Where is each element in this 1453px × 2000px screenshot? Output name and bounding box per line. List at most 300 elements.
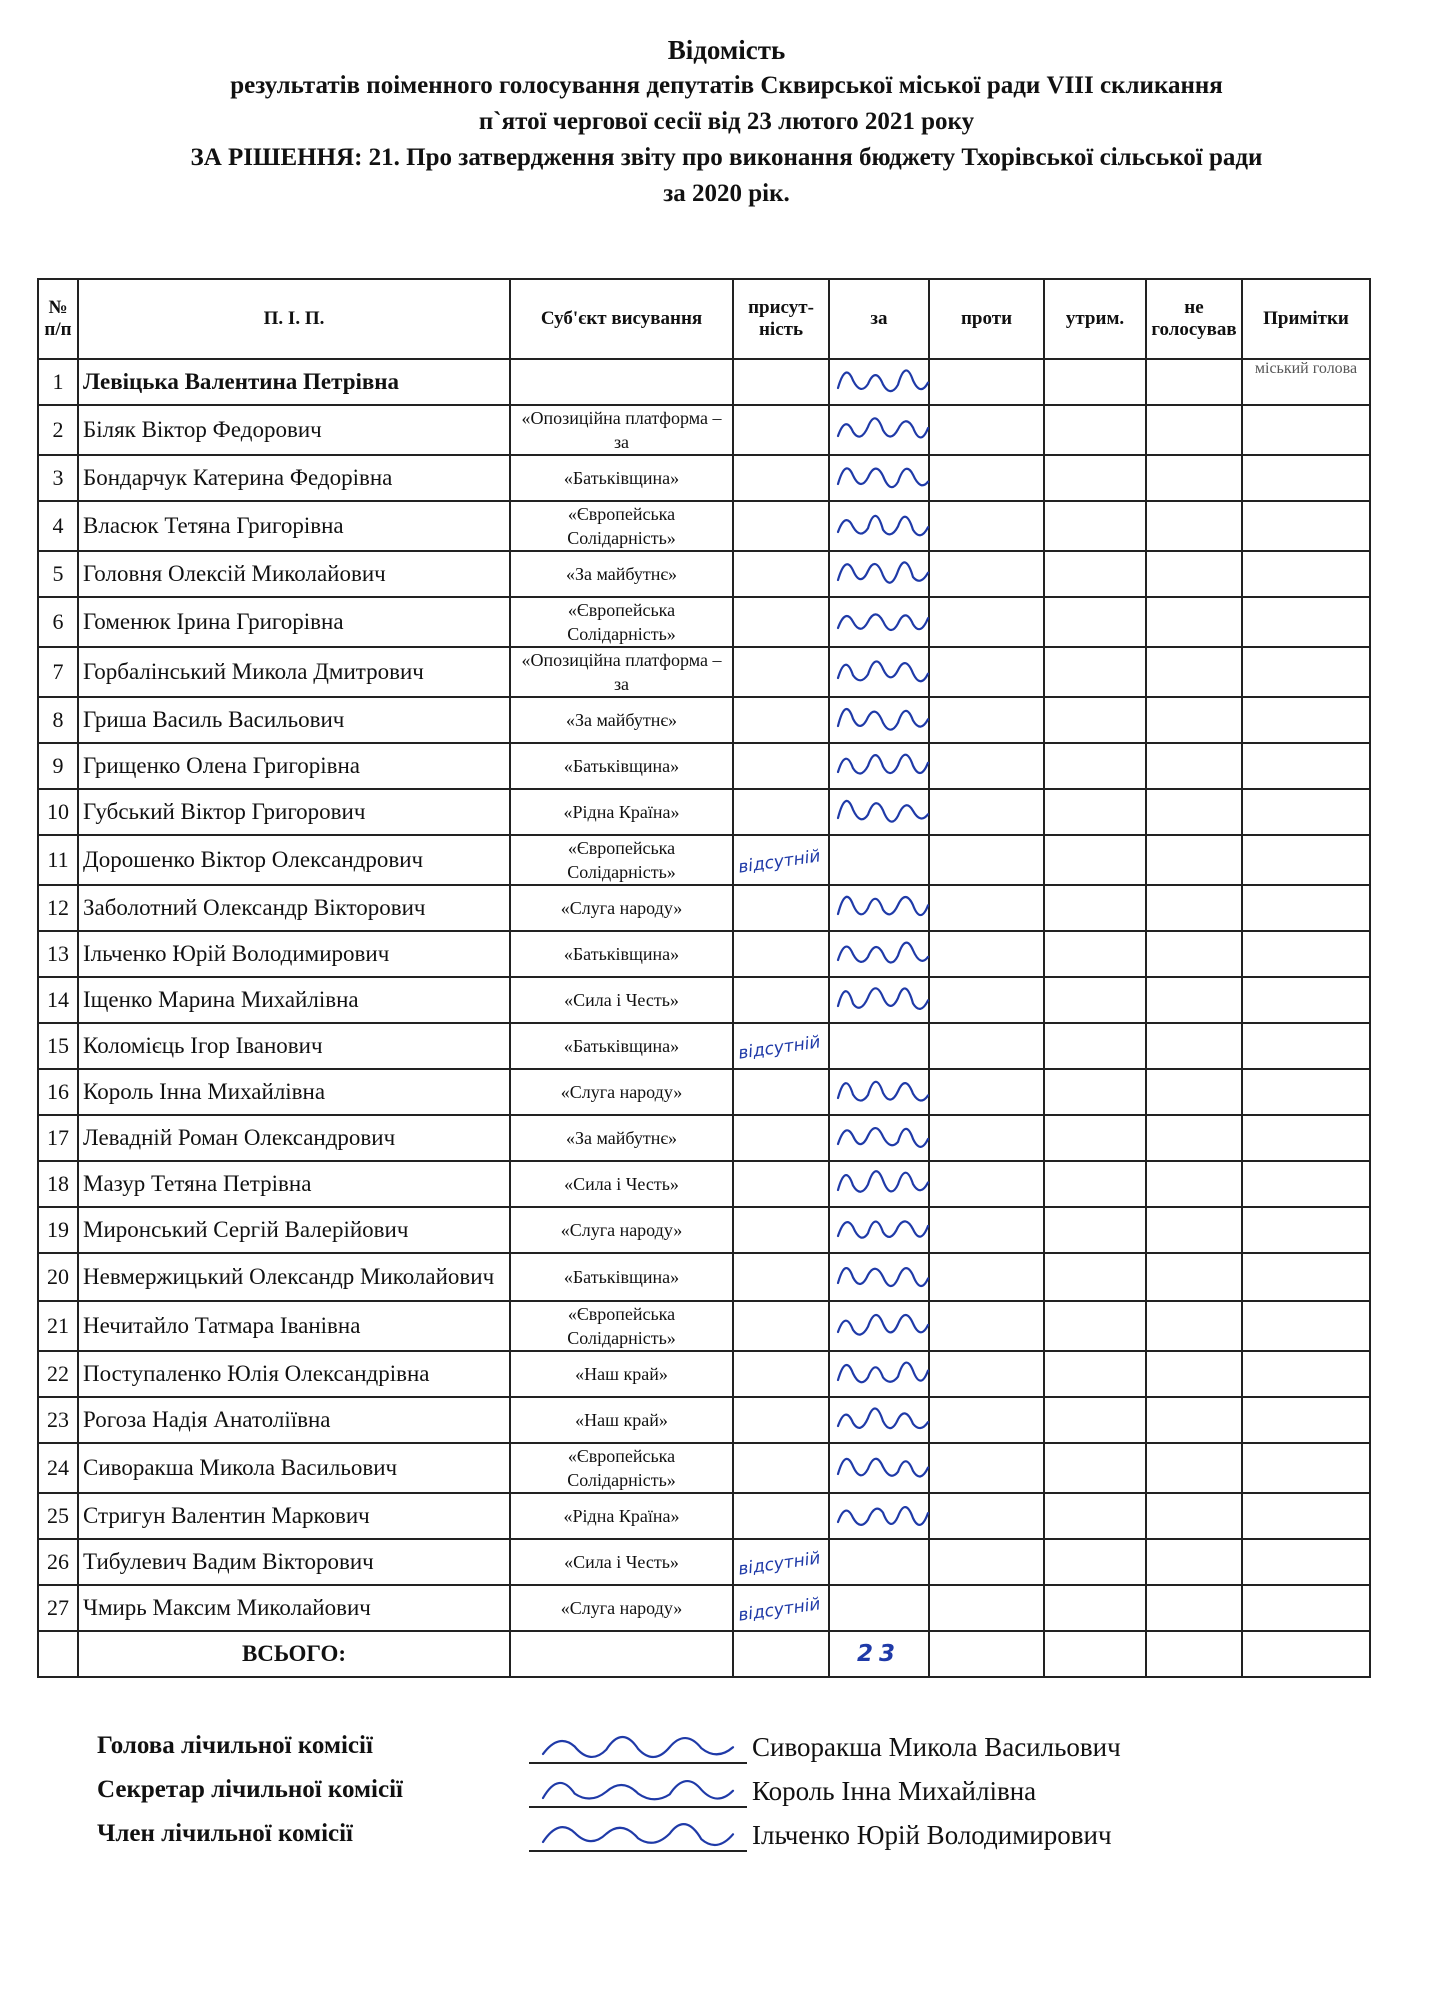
not-voted-cell — [1146, 597, 1242, 647]
vote-for-cell — [829, 359, 929, 405]
vote-against-cell — [929, 501, 1044, 551]
nominating-party: «Батьківщина» — [510, 1023, 733, 1069]
not-voted-cell — [1146, 455, 1242, 501]
vote-against-cell — [929, 977, 1044, 1023]
vote-abstain-cell — [1044, 743, 1146, 789]
presence-mark — [733, 501, 829, 551]
presence-mark — [733, 789, 829, 835]
decision-line2: за 2020 рік. — [663, 180, 790, 207]
vote-abstain-cell — [1044, 1161, 1146, 1207]
vote-for-cell — [829, 1253, 929, 1301]
nominating-party: «Батьківщина» — [510, 455, 733, 501]
table-row — [38, 1301, 1370, 1351]
note-cell — [1242, 931, 1370, 977]
note-cell — [1242, 977, 1370, 1023]
row-number: 9 — [38, 743, 78, 789]
total-party-empty — [510, 1631, 733, 1677]
vote-against-cell — [929, 597, 1044, 647]
table-row — [38, 977, 1370, 1023]
footer-person-secretary: Король Інна Михайлівна — [752, 1776, 1037, 1806]
vote-for-cell — [829, 1539, 929, 1585]
table-row — [38, 501, 1370, 551]
presence-mark — [733, 743, 829, 789]
vote-for-cell — [829, 1069, 929, 1115]
table-row — [38, 1161, 1370, 1207]
deputy-name: Тибулевич Вадим Вікторович — [78, 1539, 510, 1585]
row-number: 7 — [38, 647, 78, 697]
col-header-against: проти — [929, 279, 1044, 359]
vote-abstain-cell — [1044, 697, 1146, 743]
note-cell — [1242, 1443, 1370, 1493]
deputy-name: Нечитайло Татмара Іванівна — [78, 1301, 510, 1351]
vote-against-cell — [929, 1397, 1044, 1443]
table-row — [38, 405, 1370, 455]
deputy-name: Іщенко Марина Михайлівна — [78, 977, 510, 1023]
vote-for-cell — [829, 1161, 929, 1207]
vote-against-cell — [929, 1493, 1044, 1539]
vote-for-cell — [829, 1585, 929, 1631]
not-voted-cell — [1146, 1207, 1242, 1253]
presence-mark — [733, 1351, 829, 1397]
table-row — [38, 551, 1370, 597]
decision-line1: ЗА РІШЕННЯ: 21. Про затвердження звіту про виконання бюджету Тхорівської сільської ради — [190, 144, 1263, 171]
table-row — [38, 1493, 1370, 1539]
presence-mark — [733, 455, 829, 501]
vote-against-cell — [929, 697, 1044, 743]
total-notes-empty — [1242, 1631, 1370, 1677]
absent-handwritten-mark: відсутній — [737, 1548, 822, 1580]
deputy-name: Дорошенко Віктор Олександрович — [78, 835, 510, 885]
deputy-name: Левіцька Валентина Петрівна — [78, 359, 510, 405]
voting-table — [37, 278, 1371, 1678]
not-voted-cell — [1146, 1115, 1242, 1161]
row-number: 18 — [38, 1161, 78, 1207]
nominating-party: «Рідна Країна» — [510, 1493, 733, 1539]
deputy-name: Гоменюк Ірина Григорівна — [78, 597, 510, 647]
table-row — [38, 1253, 1370, 1301]
presence-mark — [733, 1023, 829, 1069]
vote-abstain-cell — [1044, 789, 1146, 835]
nominating-party: «Слуга народу» — [510, 1585, 733, 1631]
note-cell — [1242, 1069, 1370, 1115]
total-row — [38, 1631, 1370, 1677]
total-for-count: 23 — [829, 1631, 929, 1677]
deputy-name: Мазур Тетяна Петрівна — [78, 1161, 510, 1207]
vote-for-cell — [829, 501, 929, 551]
nominating-party: «Сила і Честь» — [510, 1161, 733, 1207]
table-row — [38, 1069, 1370, 1115]
not-voted-cell — [1146, 1397, 1242, 1443]
vote-for-cell — [829, 1023, 929, 1069]
vote-against-cell — [929, 1161, 1044, 1207]
note-cell — [1242, 1023, 1370, 1069]
vote-abstain-cell — [1044, 885, 1146, 931]
nominating-party: «Батьківщина» — [510, 1253, 733, 1301]
note-cell — [1242, 597, 1370, 647]
presence-mark — [733, 1585, 829, 1631]
not-voted-cell — [1146, 977, 1242, 1023]
vote-abstain-cell — [1044, 1069, 1146, 1115]
vote-abstain-cell — [1044, 359, 1146, 405]
table-row — [38, 455, 1370, 501]
col-header-present: присут-ність — [733, 279, 829, 359]
deputy-name: Гриша Василь Васильович — [78, 697, 510, 743]
vote-for-cell — [829, 1115, 929, 1161]
not-voted-cell — [1146, 835, 1242, 885]
presence-mark — [733, 835, 829, 885]
col-header-party: Суб'єкт висування — [510, 279, 733, 359]
presence-mark — [733, 1493, 829, 1539]
row-number: 21 — [38, 1301, 78, 1351]
vote-abstain-cell — [1044, 1585, 1146, 1631]
vote-for-cell — [829, 1397, 929, 1443]
not-voted-cell — [1146, 931, 1242, 977]
total-against-empty — [929, 1631, 1044, 1677]
vote-for-cell — [829, 647, 929, 697]
vote-against-cell — [929, 789, 1044, 835]
nominating-party: «Слуга народу» — [510, 885, 733, 931]
note-cell: міський голова — [1242, 359, 1370, 405]
absent-handwritten-mark: відсутній — [737, 1032, 822, 1064]
vote-abstain-cell — [1044, 977, 1146, 1023]
commission-footer — [97, 1732, 1297, 1864]
col-header-for: за — [829, 279, 929, 359]
signature-line — [529, 1850, 747, 1852]
nominating-party: «Слуга народу» — [510, 1207, 733, 1253]
deputy-name: Невмержицький Олександр Миколайович — [78, 1253, 510, 1301]
vote-abstain-cell — [1044, 835, 1146, 885]
vote-against-cell — [929, 931, 1044, 977]
note-cell — [1242, 455, 1370, 501]
not-voted-cell — [1146, 697, 1242, 743]
nominating-party — [510, 359, 733, 405]
note-cell — [1242, 501, 1370, 551]
deputy-name: Власюк Тетяна Григорівна — [78, 501, 510, 551]
col-header-notes: Примітки — [1242, 279, 1370, 359]
table-row — [38, 597, 1370, 647]
presence-mark — [733, 1397, 829, 1443]
nominating-party: «Наш край» — [510, 1351, 733, 1397]
presence-mark — [733, 1207, 829, 1253]
nominating-party: «Європейська Солідарність» — [510, 597, 733, 647]
total-label: ВСЬОГО: — [78, 1631, 510, 1677]
nominating-party: «Європейська Солідарність» — [510, 501, 733, 551]
deputy-name: Грищенко Олена Григорівна — [78, 743, 510, 789]
vote-abstain-cell — [1044, 551, 1146, 597]
vote-against-cell — [929, 835, 1044, 885]
table-row — [38, 1585, 1370, 1631]
vote-for-cell — [829, 835, 929, 885]
row-number: 24 — [38, 1443, 78, 1493]
total-present-empty — [733, 1631, 829, 1677]
not-voted-cell — [1146, 789, 1242, 835]
nominating-party: «Опозиційна платформа – за — [510, 647, 733, 697]
signature-line — [529, 1762, 747, 1764]
not-voted-cell — [1146, 551, 1242, 597]
nominating-party: «За майбутнє» — [510, 1115, 733, 1161]
table-row — [38, 1397, 1370, 1443]
row-number: 13 — [38, 931, 78, 977]
not-voted-cell — [1146, 647, 1242, 697]
note-cell — [1242, 743, 1370, 789]
presence-mark — [733, 551, 829, 597]
table-row — [38, 1351, 1370, 1397]
table-row — [38, 697, 1370, 743]
footer-role-chair: Голова лічильної комісії — [97, 1732, 373, 1759]
note-cell — [1242, 1253, 1370, 1301]
presence-mark — [733, 1253, 829, 1301]
vote-against-cell — [929, 1351, 1044, 1397]
col-header-name: П. І. П. — [78, 279, 510, 359]
footer-person-member: Ільченко Юрій Володимирович — [752, 1820, 1112, 1850]
table-row — [38, 1207, 1370, 1253]
deputy-name: Стригун Валентин Маркович — [78, 1493, 510, 1539]
not-voted-cell — [1146, 1253, 1242, 1301]
deputy-name: Чмирь Максим Миколайович — [78, 1585, 510, 1631]
vote-for-cell — [829, 1207, 929, 1253]
note-cell — [1242, 1493, 1370, 1539]
note-cell — [1242, 551, 1370, 597]
presence-mark — [733, 1443, 829, 1493]
vote-against-cell — [929, 1023, 1044, 1069]
not-voted-cell — [1146, 1023, 1242, 1069]
vote-against-cell — [929, 359, 1044, 405]
deputy-name: Головня Олексій Миколайович — [78, 551, 510, 597]
table-row — [38, 885, 1370, 931]
row-number: 11 — [38, 835, 78, 885]
nominating-party: «Рідна Країна» — [510, 789, 733, 835]
vote-abstain-cell — [1044, 1301, 1146, 1351]
row-number: 26 — [38, 1539, 78, 1585]
vote-for-cell — [829, 743, 929, 789]
note-cell — [1242, 1539, 1370, 1585]
note-cell — [1242, 789, 1370, 835]
vote-for-cell — [829, 885, 929, 931]
vote-for-cell — [829, 405, 929, 455]
table-header-row — [38, 279, 1370, 359]
vote-abstain-cell — [1044, 455, 1146, 501]
row-number: 25 — [38, 1493, 78, 1539]
vote-for-cell — [829, 1301, 929, 1351]
note-cell — [1242, 697, 1370, 743]
not-voted-cell — [1146, 1443, 1242, 1493]
vote-against-cell — [929, 1301, 1044, 1351]
nominating-party: «Наш край» — [510, 1397, 733, 1443]
note-cell — [1242, 1301, 1370, 1351]
vote-abstain-cell — [1044, 501, 1146, 551]
document-subtitle-line2: п`ятої чергової сесії від 23 лютого 2021 року — [478, 108, 975, 135]
vote-for-cell — [829, 789, 929, 835]
nominating-party: «За майбутнє» — [510, 551, 733, 597]
table-row — [38, 789, 1370, 835]
row-number: 16 — [38, 1069, 78, 1115]
deputy-name: Поступаленко Юлія Олександрівна — [78, 1351, 510, 1397]
not-voted-cell — [1146, 405, 1242, 455]
deputy-name: Ільченко Юрій Володимирович — [78, 931, 510, 977]
vote-abstain-cell — [1044, 1539, 1146, 1585]
vote-against-cell — [929, 1539, 1044, 1585]
vote-for-cell — [829, 1351, 929, 1397]
nominating-party: «Слуга народу» — [510, 1069, 733, 1115]
nominating-party: «За майбутнє» — [510, 697, 733, 743]
nominating-party: «Сила і Честь» — [510, 977, 733, 1023]
vote-against-cell — [929, 1253, 1044, 1301]
row-number: 27 — [38, 1585, 78, 1631]
table-row — [38, 647, 1370, 697]
vote-abstain-cell — [1044, 597, 1146, 647]
table-row — [38, 1539, 1370, 1585]
presence-mark — [733, 977, 829, 1023]
table-row — [38, 743, 1370, 789]
table-row — [38, 931, 1370, 977]
vote-abstain-cell — [1044, 1443, 1146, 1493]
not-voted-cell — [1146, 359, 1242, 405]
vote-abstain-cell — [1044, 1115, 1146, 1161]
col-header-abstain: утрим. — [1044, 279, 1146, 359]
presence-mark — [733, 405, 829, 455]
table-row — [38, 1443, 1370, 1493]
vote-for-cell — [829, 697, 929, 743]
note-cell — [1242, 1585, 1370, 1631]
deputy-name: Заболотний Олександр Вікторович — [78, 885, 510, 931]
absent-handwritten-mark: відсутній — [737, 1594, 822, 1626]
vote-against-cell — [929, 1069, 1044, 1115]
vote-abstain-cell — [1044, 1351, 1146, 1397]
note-cell — [1242, 885, 1370, 931]
vote-abstain-cell — [1044, 1397, 1146, 1443]
vote-against-cell — [929, 1443, 1044, 1493]
row-number: 20 — [38, 1253, 78, 1301]
nominating-party: «Батьківщина» — [510, 743, 733, 789]
document-header — [0, 32, 1453, 212]
footer-role-member: Член лічильної комісії — [97, 1820, 354, 1847]
not-voted-cell — [1146, 743, 1242, 789]
nominating-party: «Європейська Солідарність» — [510, 835, 733, 885]
row-number: 8 — [38, 697, 78, 743]
document-title: Відомість — [667, 35, 786, 65]
footer-row-secretary — [97, 1776, 1297, 1820]
presence-mark — [733, 597, 829, 647]
row-number: 2 — [38, 405, 78, 455]
absent-handwritten-mark: відсутній — [737, 846, 822, 878]
vote-against-cell — [929, 1207, 1044, 1253]
deputy-name: Король Інна Михайлівна — [78, 1069, 510, 1115]
document-subtitle-line1: результатів поіменного голосування депутатів Сквирської міської ради VIII скликання — [230, 72, 1223, 99]
row-number: 23 — [38, 1397, 78, 1443]
row-number: 6 — [38, 597, 78, 647]
footer-role-secretary: Секретар лічильної комісії — [97, 1776, 403, 1803]
note-cell — [1242, 1161, 1370, 1207]
note-cell — [1242, 835, 1370, 885]
vote-for-cell — [829, 977, 929, 1023]
deputy-name: Бондарчук Катерина Федорівна — [78, 455, 510, 501]
presence-mark — [733, 1161, 829, 1207]
note-cell — [1242, 1115, 1370, 1161]
not-voted-cell — [1146, 501, 1242, 551]
vote-against-cell — [929, 455, 1044, 501]
note-cell — [1242, 405, 1370, 455]
table-row — [38, 359, 1370, 405]
row-number: 1 — [38, 359, 78, 405]
deputy-name: Сиворакша Микола Васильович — [78, 1443, 510, 1493]
footer-row-member — [97, 1820, 1297, 1864]
total-cell-empty — [38, 1631, 78, 1677]
vote-abstain-cell — [1044, 1207, 1146, 1253]
row-number: 12 — [38, 885, 78, 931]
presence-mark — [733, 931, 829, 977]
total-abstain-empty — [1044, 1631, 1146, 1677]
row-number: 3 — [38, 455, 78, 501]
presence-mark — [733, 647, 829, 697]
footer-row-chair — [97, 1732, 1297, 1776]
deputy-name: Біляк Віктор Федорович — [78, 405, 510, 455]
deputy-name: Миронський Сергій Валерійович — [78, 1207, 510, 1253]
presence-mark — [733, 697, 829, 743]
vote-against-cell — [929, 1585, 1044, 1631]
vote-against-cell — [929, 405, 1044, 455]
deputy-name: Коломієць Ігор Іванович — [78, 1023, 510, 1069]
vote-against-cell — [929, 1115, 1044, 1161]
not-voted-cell — [1146, 1585, 1242, 1631]
vote-against-cell — [929, 647, 1044, 697]
presence-mark — [733, 885, 829, 931]
deputy-name: Горбалінський Микола Дмитрович — [78, 647, 510, 697]
vote-abstain-cell — [1044, 931, 1146, 977]
nominating-party: «Опозиційна платформа – за — [510, 405, 733, 455]
not-voted-cell — [1146, 1351, 1242, 1397]
not-voted-cell — [1146, 1493, 1242, 1539]
not-voted-cell — [1146, 1069, 1242, 1115]
vote-abstain-cell — [1044, 405, 1146, 455]
not-voted-cell — [1146, 1539, 1242, 1585]
vote-against-cell — [929, 743, 1044, 789]
row-number: 5 — [38, 551, 78, 597]
vote-for-cell — [829, 597, 929, 647]
table-row — [38, 835, 1370, 885]
row-number: 10 — [38, 789, 78, 835]
nominating-party: «Батьківщина» — [510, 931, 733, 977]
vote-abstain-cell — [1044, 1253, 1146, 1301]
vote-for-cell — [829, 455, 929, 501]
row-number: 4 — [38, 501, 78, 551]
presence-mark — [733, 1539, 829, 1585]
signature-line — [529, 1806, 747, 1808]
presence-mark — [733, 1301, 829, 1351]
vote-for-cell — [829, 1443, 929, 1493]
deputy-name: Рогоза Надія Анатоліївна — [78, 1397, 510, 1443]
table-row — [38, 1023, 1370, 1069]
row-number: 14 — [38, 977, 78, 1023]
footer-person-chair: Сиворакша Микола Васильович — [752, 1732, 1121, 1762]
presence-mark — [733, 1069, 829, 1115]
vote-abstain-cell — [1044, 1023, 1146, 1069]
vote-abstain-cell — [1044, 647, 1146, 697]
col-header-not-voted: не голосував — [1146, 279, 1242, 359]
vote-against-cell — [929, 885, 1044, 931]
presence-mark — [733, 1115, 829, 1161]
row-number: 22 — [38, 1351, 78, 1397]
row-number: 19 — [38, 1207, 78, 1253]
row-number: 17 — [38, 1115, 78, 1161]
table-row — [38, 1115, 1370, 1161]
nominating-party: «Європейська Солідарність» — [510, 1443, 733, 1493]
vote-for-cell — [829, 931, 929, 977]
nominating-party: «Європейська Солідарність» — [510, 1301, 733, 1351]
col-header-number: № п/п — [38, 279, 78, 359]
not-voted-cell — [1146, 1301, 1242, 1351]
note-cell — [1242, 1207, 1370, 1253]
row-number: 15 — [38, 1023, 78, 1069]
